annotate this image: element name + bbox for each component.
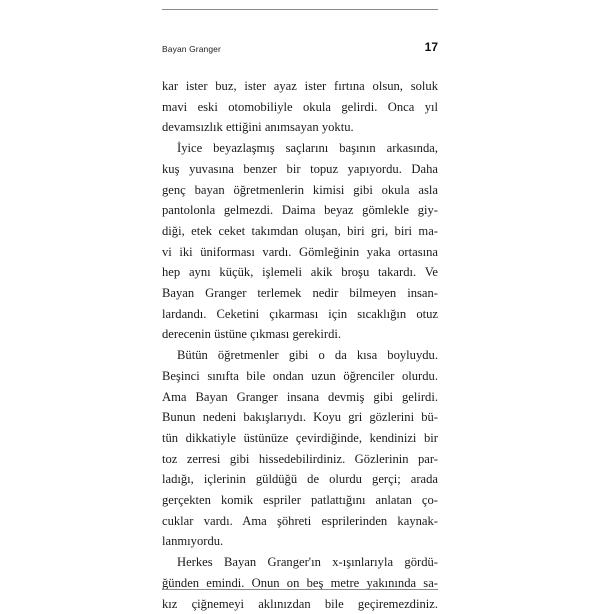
text-line: kar ister buz, ister ayaz ister fırtına olsun, soluk xyxy=(162,79,438,93)
running-title: Bayan Granger xyxy=(162,44,221,54)
text-line: genç bayan öğretmenlerin kimisi gibi okula asla xyxy=(162,182,438,197)
text-line: kız çiğnemeyi aklınızdan bile geçiremezdiniz. xyxy=(162,596,438,611)
text-line: vi iki üniforması vardı. Gömleğinin yaka ortasına xyxy=(162,244,438,259)
text-line: Beşinci sınıfta bile ondan uzun öğrenciler olurdu. xyxy=(162,368,438,383)
text-line: Herkes Bayan Granger'ın x-ışınlarıyla gördü- xyxy=(177,555,438,570)
paragraph xyxy=(162,138,438,345)
text-line: cuklar vardı. Ama şöhreti esprilerinden kaynak- xyxy=(162,513,438,528)
text-line: İyice beyazlaşmış saçlarını başının arkasında, xyxy=(177,141,438,156)
text-line: Bütün öğretmenler gibi o da kısa boyluydu. xyxy=(177,348,438,363)
text-line: tün dikkatiyle üstünüze çevirdiğinde, kendinizi bir xyxy=(162,430,438,445)
running-head xyxy=(162,40,438,56)
text-line: ladığı, içlerinin güldüğü de olurdu gerçi; arada xyxy=(162,472,438,487)
text-line: gerçekten komik espriler patlattığını anlatan ço- xyxy=(162,493,438,508)
paragraph xyxy=(162,552,438,614)
paragraph xyxy=(162,345,438,552)
page-number: 17 xyxy=(424,40,438,54)
top-rule xyxy=(162,9,438,10)
text-line: kuş yuvasına benzer bir topuz yapıyordu. Daha xyxy=(162,161,438,176)
text-line: devamsızlık ettiğini anımsayan yoktu. xyxy=(162,120,354,135)
text-line: lanmıyordu. xyxy=(162,534,224,549)
paragraph xyxy=(162,76,438,138)
text-line: pantolonla gelmezdi. Daima beyaz gömlekle giy- xyxy=(162,203,438,218)
text-line: toz zerresi gibi hissedebilirdiniz. Gözlerinin par- xyxy=(162,451,438,466)
text-line: hep aynı küçük, işlemeli akik broşu takardı. Ve xyxy=(162,265,438,280)
text-line: Bunun nedeni bakışlarıydı. Koyu gri gözlerini bü- xyxy=(162,410,438,425)
text-line: mavi eski otomobiliyle okula gelirdi. Onca yıl xyxy=(162,99,438,114)
text-line: lardandı. Ceketini çıkarması için sıcaklığın otuz xyxy=(162,306,438,321)
bottom-rule xyxy=(162,589,438,590)
text-line: derecenin üstüne çıkması gerekirdi. xyxy=(162,327,342,342)
text-line: diği, etek ceket takımdan oluşan, biri gri, biri ma- xyxy=(162,223,438,238)
page-body xyxy=(162,76,438,614)
text-line: ğünden emindi. Onun on beş metre yakınında sa- xyxy=(162,575,438,590)
text-line: Ama Bayan Granger insana devmiş gibi gelirdi. xyxy=(162,389,438,404)
text-line: Bayan Granger terlemek nedir bilmeyen insan- xyxy=(162,286,438,301)
